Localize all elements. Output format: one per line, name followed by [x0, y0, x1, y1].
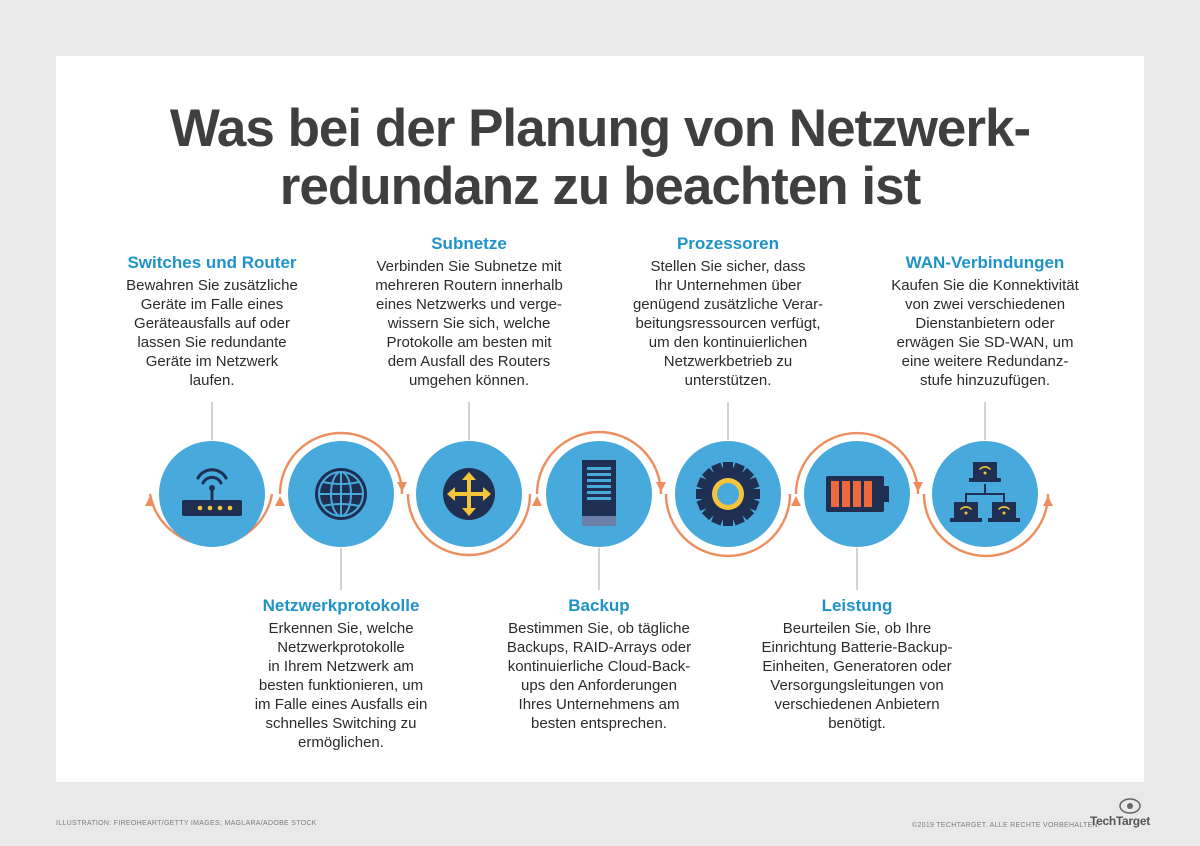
techtarget-brand: TechTarget — [1090, 814, 1150, 828]
item-switches — [102, 253, 322, 390]
techtarget-logo-icon — [1118, 797, 1142, 815]
battery-icon — [826, 476, 889, 512]
globe-icon — [315, 468, 367, 520]
heading-wan: WAN-Verbindungen — [905, 253, 1065, 272]
arrow-1 — [145, 496, 155, 506]
title-line-1: Was bei der Planung von Netzwerk- — [169, 99, 1031, 158]
title-line-2: redundanz zu beachten ist — [279, 157, 921, 216]
server-icon — [582, 460, 616, 526]
text-backup: Bestimmen Sie, ob tägliche Backups, RAID-Arrays oder kontinuierliche Cloud-Back- ups den Anforderungen Ihres Unternehmens am besten entsprechen. — [506, 620, 692, 732]
text-prozessoren: Stellen Sie sicher, dass Ihr Unternehmen über genügend zusätzliche Verar- beitungsressourcen verfügt, um den kontinuierlichen Netzwerkbetrieb zu unterstützen. — [632, 258, 824, 389]
arrow-5 — [656, 482, 666, 492]
text-wan: Kaufen Sie die Konnektivität von zwei verschiedenen Dienstanbietern oder erwägen Sie SD-WAN, um eine weitere Redundanz- stufe hinzuzufügen. — [891, 277, 1079, 389]
item-protokolle — [224, 596, 458, 752]
item-leistung — [742, 596, 972, 733]
text-protokolle: Erkennen Sie, welche Netzwerkprotokolle in Ihrem Netzwerk am besten funktionieren, um im Falle eines Ausfalls ein schnelles Switching zu ermöglichen. — [254, 620, 428, 751]
text-leistung: Beurteilen Sie, ob Ihre Einrichtung Batterie-Backup- Einheiten, Generatoren oder Versorgungsleitungen von verschiedenen Anbietern benötigt. — [761, 620, 953, 732]
arrow-4 — [532, 496, 542, 506]
item-wan — [870, 253, 1100, 390]
heading-subnetze: Subnetze — [431, 234, 507, 253]
arrow-3 — [397, 482, 407, 492]
item-prozessoren — [613, 234, 843, 390]
text-switches: Bewahren Sie zusätzliche Geräte im Falle eines Geräteausfalls auf oder lassen Sie redundante Geräte im Netzwerk laufen. — [126, 277, 298, 389]
arrow-8 — [1043, 496, 1053, 506]
gear-icon — [696, 462, 760, 526]
heading-backup: Backup — [568, 596, 630, 615]
directions-icon — [443, 468, 495, 520]
heading-leistung: Leistung — [821, 596, 893, 615]
copyright-notice: ©2019 TECHTARGET. ALLE RECHTE VORBEHALTEN. — [912, 822, 1101, 829]
heading-switches: Switches und Router — [127, 253, 297, 272]
illustration-credit: ILLUSTRATION: FIREOHEART/GETTY IMAGES; MAGLARA/ADOBE STOCK — [56, 820, 317, 827]
heading-prozessoren: Prozessoren — [676, 234, 780, 253]
heading-protokolle: Netzwerkprotokolle — [262, 596, 420, 615]
arrow-7 — [913, 482, 923, 492]
arrow-2 — [275, 496, 285, 506]
item-subnetze — [354, 234, 584, 390]
arrow-6 — [791, 496, 801, 506]
text-subnetze: Verbinden Sie Subnetze mit mehreren Routern innerhalb eines Netzwerks und verge- wissern Sie sich, welche Protokolle am besten mit dem Ausfall des Routers umgehen können. — [375, 258, 563, 389]
item-backup — [484, 596, 714, 733]
